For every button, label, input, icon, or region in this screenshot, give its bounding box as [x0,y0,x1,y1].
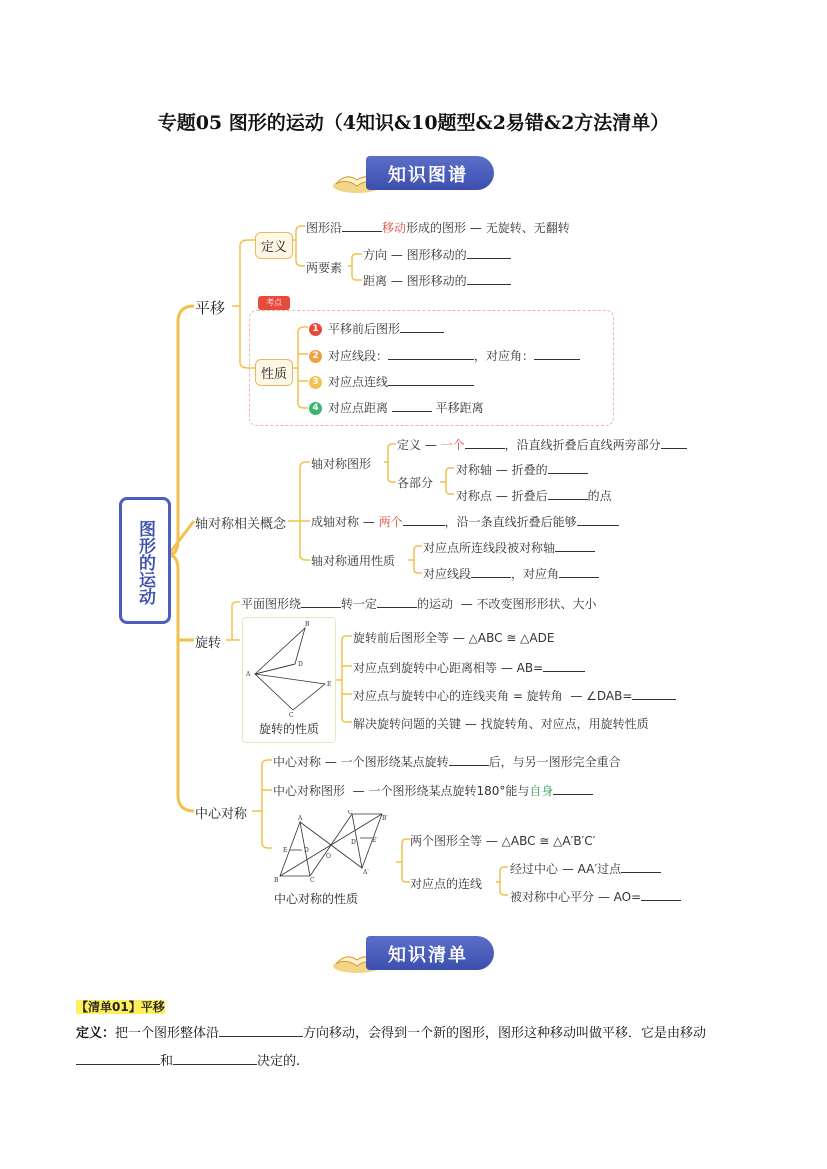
translation-property-3: 3 对应点连线 [309,373,474,390]
banner-label: 知识图谱 [388,165,468,186]
node-properties: 性质 [255,359,293,386]
svg-text:A: A [298,815,303,822]
rotation-caption: 旋转的性质 [258,722,319,736]
axial-common: 轴对称通用性质 [311,554,396,568]
svg-text:D: D [298,661,303,668]
center-label: 图形的运动 [135,519,155,605]
axial-parts: 各部分 [397,476,434,490]
svg-text:D′: D′ [351,839,358,846]
svg-text:A′: A′ [363,869,369,876]
translation-distance: 距离 — 图形移动的 [363,272,511,289]
translation-property-4: 4 对应点距离 平移距离 [309,399,484,416]
section-banner-knowledge-list [332,932,502,976]
list-definition-line-2: 和 决定的. [76,1050,300,1069]
branch-central-symmetry: 中心对称 [195,807,248,822]
rotation-property-1: 旋转前后图形全等 — △ABC ≅ △ADE [353,631,555,645]
central-caption: 中心对称的性质 [274,892,359,906]
branch-translation: 平移 [195,299,226,317]
svg-text:E: E [283,847,288,854]
central-congruent: 两个图形全等 — △ABC ≅ △A′B′C′ [410,834,596,848]
rotation-property-2: 对应点到旋转中心距离相等 — AB= [353,659,585,676]
rotation-diagram [243,618,335,718]
node-definition: 定义 [255,232,293,259]
exam-point-tag: 考点 [258,296,290,310]
axial-axis: 对称轴 — 折叠的 [456,461,588,478]
axial-definition: 定义 — 一个 ，沿直线折叠后直线两旁部分 [397,436,687,453]
central-symmetry-figure [266,810,396,910]
central-connecting-line: 对应点的连线 [410,877,483,891]
branch-axial-symmetry: 轴对称相关概念 [195,517,287,532]
translation-definition: 图形沿 移动形成的图形 — 无旋转、无翻转 [306,221,570,235]
svg-text:B′: B′ [382,815,388,822]
rotation-property-4: 解决旋转问题的关键 — 找旋转角、对应点，用旋转性质 [353,717,649,731]
central-symmetry-diagram [266,810,396,890]
axial-common-2: 对应线段 ，对应角 [423,565,599,582]
banner-label: 知识清单 [388,945,468,966]
svg-text:E: E [327,681,332,688]
branch-rotation: 旋转 [195,636,222,651]
axial-point: 对称点 — 折叠后 的点 [456,489,612,503]
axial-become: 成轴对称 — 两个 ，沿一条直线折叠后能够 [311,513,619,530]
translation-two-elements: 两要素 [306,261,343,275]
svg-text:B: B [305,621,310,628]
page-title: 专题05 图形的运动（4知识&10题型&2易错&2方法清单） [157,112,670,134]
svg-text:A: A [246,671,251,678]
svg-text:C′: C′ [348,810,354,816]
central-line-1: 经过中心 — AA′过点 [510,860,661,877]
rotation-definition: 平面图形绕 转一定 的运动 — 不改变图形形状、大小 [241,597,597,611]
svg-text:C: C [289,712,294,718]
translation-direction: 方向 — 图形移动的 [363,246,511,263]
axial-figure: 轴对称图形 [311,457,372,471]
svg-text:B: B [274,877,279,884]
translation-property-1: 1 平移前后图形 [309,320,444,337]
svg-text:D: D [304,847,309,854]
rotation-property-3: 对应点与旋转中心的连线夹角 = 旋转角 — ∠DAB= [353,687,676,704]
svg-text:O: O [326,853,331,860]
central-line-2: 被对称中心平分 — AO= [510,888,681,905]
rotation-figure [242,617,336,743]
central-figure: 中心对称图形 — 一个图形绕某点旋转180°能与自身 [273,782,593,799]
central-definition: 中心对称 — 一个图形绕某点旋转 后，与另一图形完全重合 [273,755,621,769]
svg-text:E′: E′ [372,837,378,844]
axial-common-1: 对应点所连线段被对称轴 [423,539,595,556]
list-heading: 【清单01】平移 [76,1000,165,1014]
list-definition-line-1: 定义：把一个图形整体沿 方向移动，会得到一个新的图形，图形这种移动叫做平移．它是由移动 [76,1026,707,1041]
center-node [119,497,171,624]
svg-text:C: C [310,877,315,884]
translation-property-2: 2 对应线段： ，对应角： [309,347,580,364]
